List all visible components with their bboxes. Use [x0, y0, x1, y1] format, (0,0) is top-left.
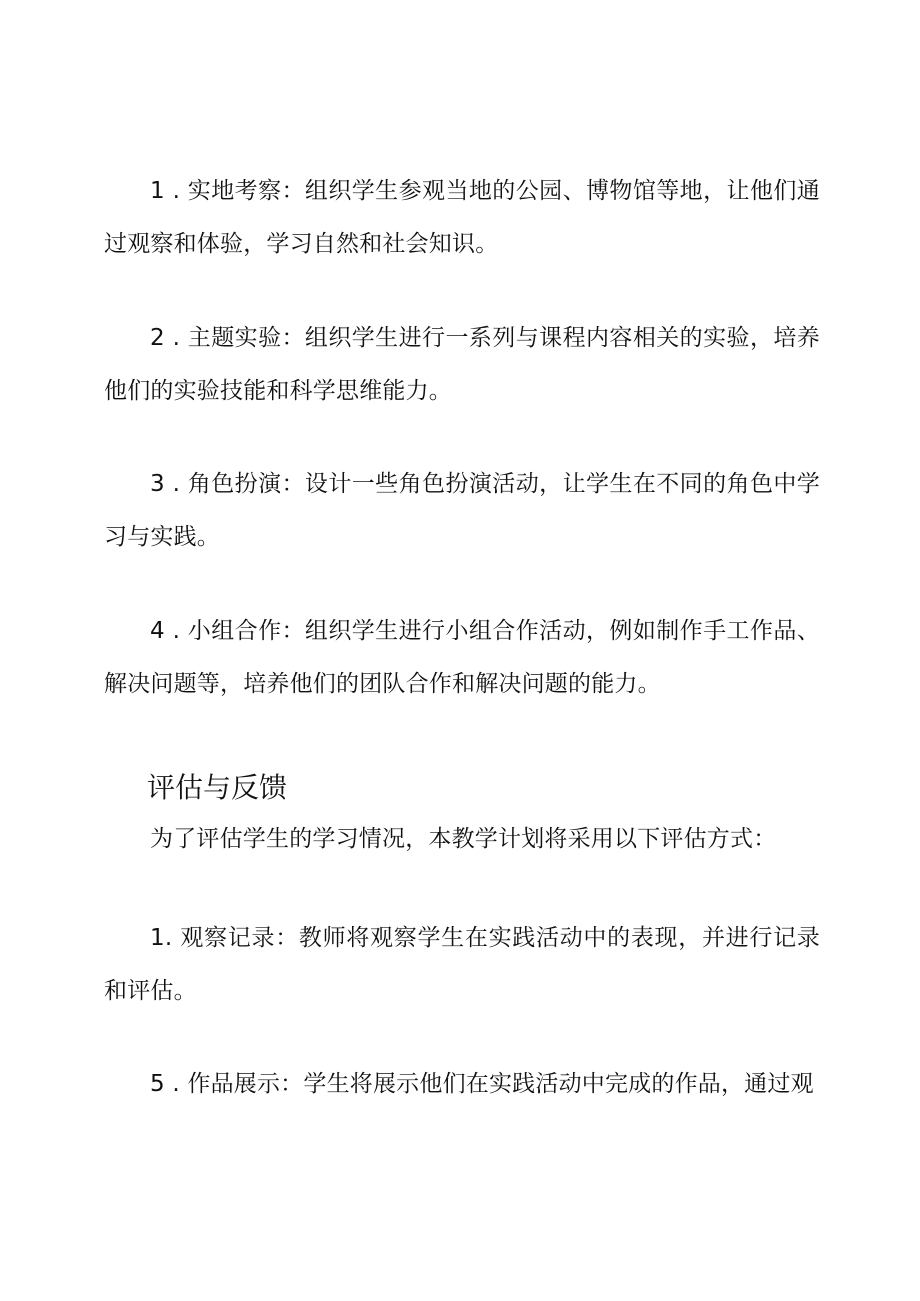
activity-item-group-work: 4 . 小组合作：组织学生进行小组合作活动，例如制作手工作品、解决问题等，培养他们的团队合作和解决问题的能力。 — [104, 618, 820, 697]
activity-item-theme-experiment: 2 . 主题实验：组织学生进行一系列与课程内容相关的实验，培养他们的实验技能和科学思维能力。 — [104, 325, 820, 404]
activity-item-role-play: 3 . 角色扮演：设计一些角色扮演活动，让学生在不同的角色中学习与实践。 — [104, 471, 820, 550]
section-heading-assessment: 评估与反馈 — [147, 771, 288, 804]
assessment-item-work-display: 5 . 作品展示：学生将展示他们在实践活动中完成的作品，通过观 — [150, 1071, 814, 1097]
assessment-item-observation: 1. 观察记录：教师将观察学生在实践活动中的表现，并进行记录和评估。 — [104, 925, 820, 1004]
assessment-intro: 为了评估学生的学习情况，本教学计划将采用以下评估方式： — [150, 826, 777, 852]
activity-item-field-trip: 1 . 实地考察：组织学生参观当地的公园、博物馆等地，让他们通过观察和体验，学习自然和社会知识。 — [104, 178, 820, 257]
